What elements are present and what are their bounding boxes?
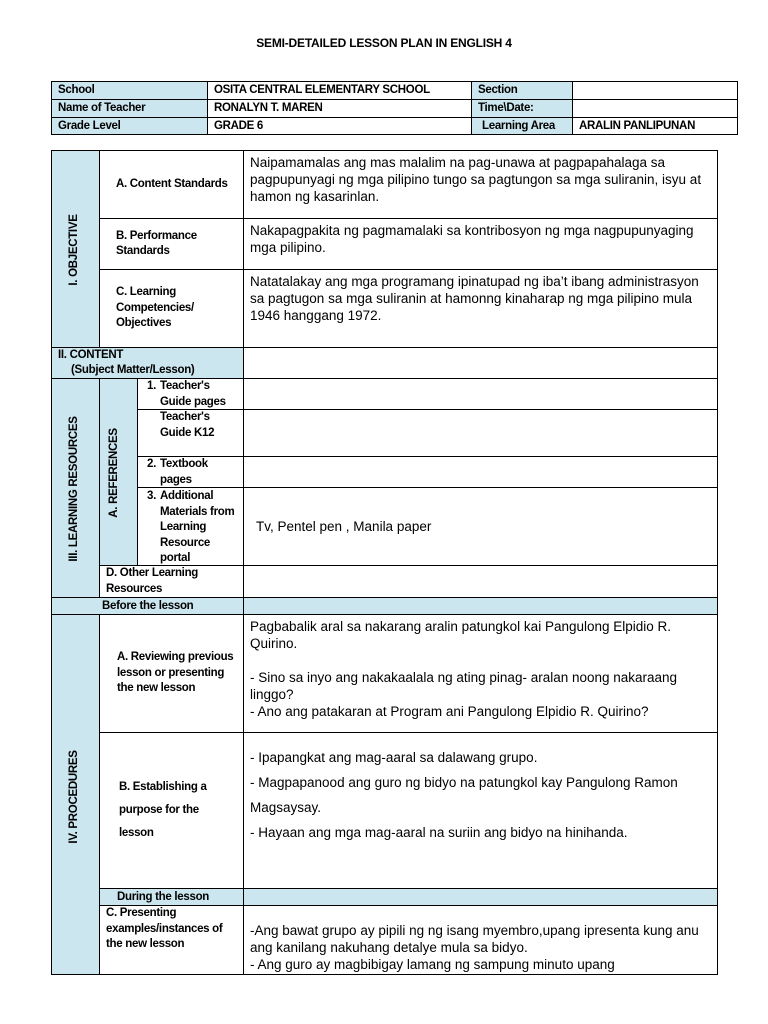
tg-pages-value (243, 378, 718, 410)
learning-resources-section-cell (51, 378, 100, 598)
performance-standards-label: B. Performance Standards (99, 218, 244, 270)
lesson-plan-table (51, 150, 718, 975)
presenting-label: C. Presenting examples/instances of the new lesson (99, 905, 244, 975)
grade-label: Grade Level (51, 117, 208, 135)
textbook-label: 2. Textbook pages (137, 456, 244, 488)
reviewing-label: A. Reviewing previous lesson or presenting the new lesson (99, 614, 244, 733)
objective-section-cell (51, 150, 100, 348)
teacher-value: RONALYN T. MAREN (207, 99, 472, 118)
references-section-label: A. REFERENCES (108, 428, 120, 518)
timedate-value (572, 99, 738, 118)
area-label: Learning Area (471, 117, 573, 135)
competencies-value: Natatalakay ang mga programang ipinatupad ng iba’t ibang administrasyon sa pagtugon sa mga suliranin at hamonng kinaharap ng mga pilipino mula 1946 hanggang 1972. (243, 269, 718, 348)
reviewing-line-1: Pagbabalik aral sa nakarang aralin patungkol kai Pangulong Elpidio R. Quirino. (250, 619, 672, 651)
during-lesson-row: During the lesson (99, 888, 244, 906)
tg-k12-label: Teacher's Guide K12 (137, 409, 244, 457)
content-standards-label: A. Content Standards (99, 150, 244, 219)
content-value (243, 347, 718, 379)
other-resources-value (243, 565, 718, 598)
performance-standards-value: Nakapagpakita ng pagmamalaki sa kontribosyon ng mga nagpupunyaging mga pilipino. (243, 218, 718, 270)
reviewing-value (243, 614, 718, 733)
learning-resources-section-label: III. LEARNING RESOURCES (68, 416, 80, 562)
textbook-value (243, 456, 718, 488)
header-table (51, 81, 738, 135)
tg-pages-label: 1. Teacher's Guide pages (137, 378, 244, 410)
purpose-line-3: - Hayaan ang mga mag-aaral na suriin ang bidyo na hinihanda. (250, 825, 628, 840)
reviewing-line-2: - Sino sa inyo ang nakakaalala ng ating pinag- aralan noong nakaraang linggo? (250, 670, 678, 702)
presenting-value (243, 905, 718, 975)
references-section-cell (99, 378, 138, 566)
grade-value: GRADE 6 (207, 117, 472, 135)
purpose-value (243, 732, 718, 889)
purpose-line-1: - Ipapangkat ang mag-aaral sa dalawang grupo. (250, 750, 538, 765)
tg-k12-value (243, 409, 718, 457)
before-lesson-row-value (243, 597, 718, 615)
content-standards-value: Naipamamalas ang mas malalim na pag-unawa at pagpapahalaga sa pagpupunyagi ng mga pilipino tungo sa pagtungon sa mga suliranin, isyu at hamon ng kasarinlan. (243, 150, 718, 219)
before-lesson-row: Before the lesson (51, 597, 244, 615)
content-label: II. CONTENT (Subject Matter/Lesson) (51, 347, 244, 379)
during-lesson-row-value (243, 888, 718, 906)
purpose-line-2: - Magpapanood ang guro ng bidyo na patungkol kay Pangulong Ramon Magsaysay. (250, 775, 678, 815)
reviewing-line-3: - Ano ang patakaran at Program ani Pangulong Elpidio R. Quirino? (250, 704, 649, 719)
objective-section-label: I. OBJECTIVE (68, 214, 80, 286)
section-label: Section (471, 81, 573, 100)
additional-materials-label: 3. Additional Materials from Learning Resource portal (137, 487, 244, 566)
section-value (572, 81, 738, 100)
procedures-section-cell (51, 614, 100, 975)
school-label: School (51, 81, 208, 100)
area-value: ARALIN PANLIPUNAN (572, 117, 738, 135)
presenting-line-1: -Ang bawat grupo ay pipili ng ng isang myembro,upang ipresenta kung anu ang kanilang nakuhang detalye mula sa bidyo. (250, 923, 699, 955)
purpose-label: B. Establishing a purpose for the lesson (99, 732, 244, 889)
timedate-label: Time\Date: (471, 99, 573, 118)
teacher-label: Name of Teacher (51, 99, 208, 118)
presenting-line-2: - Ang guro ay magbibigay lamang ng sampung minuto upang (250, 957, 615, 972)
competencies-label: C. Learning Competencies/ Objectives (99, 269, 244, 348)
other-resources-label: D. Other Learning Resources (99, 565, 244, 598)
additional-materials-value: Tv, Pentel pen , Manila paper (243, 487, 718, 566)
school-value: OSITA CENTRAL ELEMENTARY SCHOOL (207, 81, 472, 100)
document-title: SEMI-DETAILED LESSON PLAN IN ENGLISH 4 (256, 36, 512, 50)
procedures-section-label: IV. PROCEDURES (68, 750, 80, 844)
